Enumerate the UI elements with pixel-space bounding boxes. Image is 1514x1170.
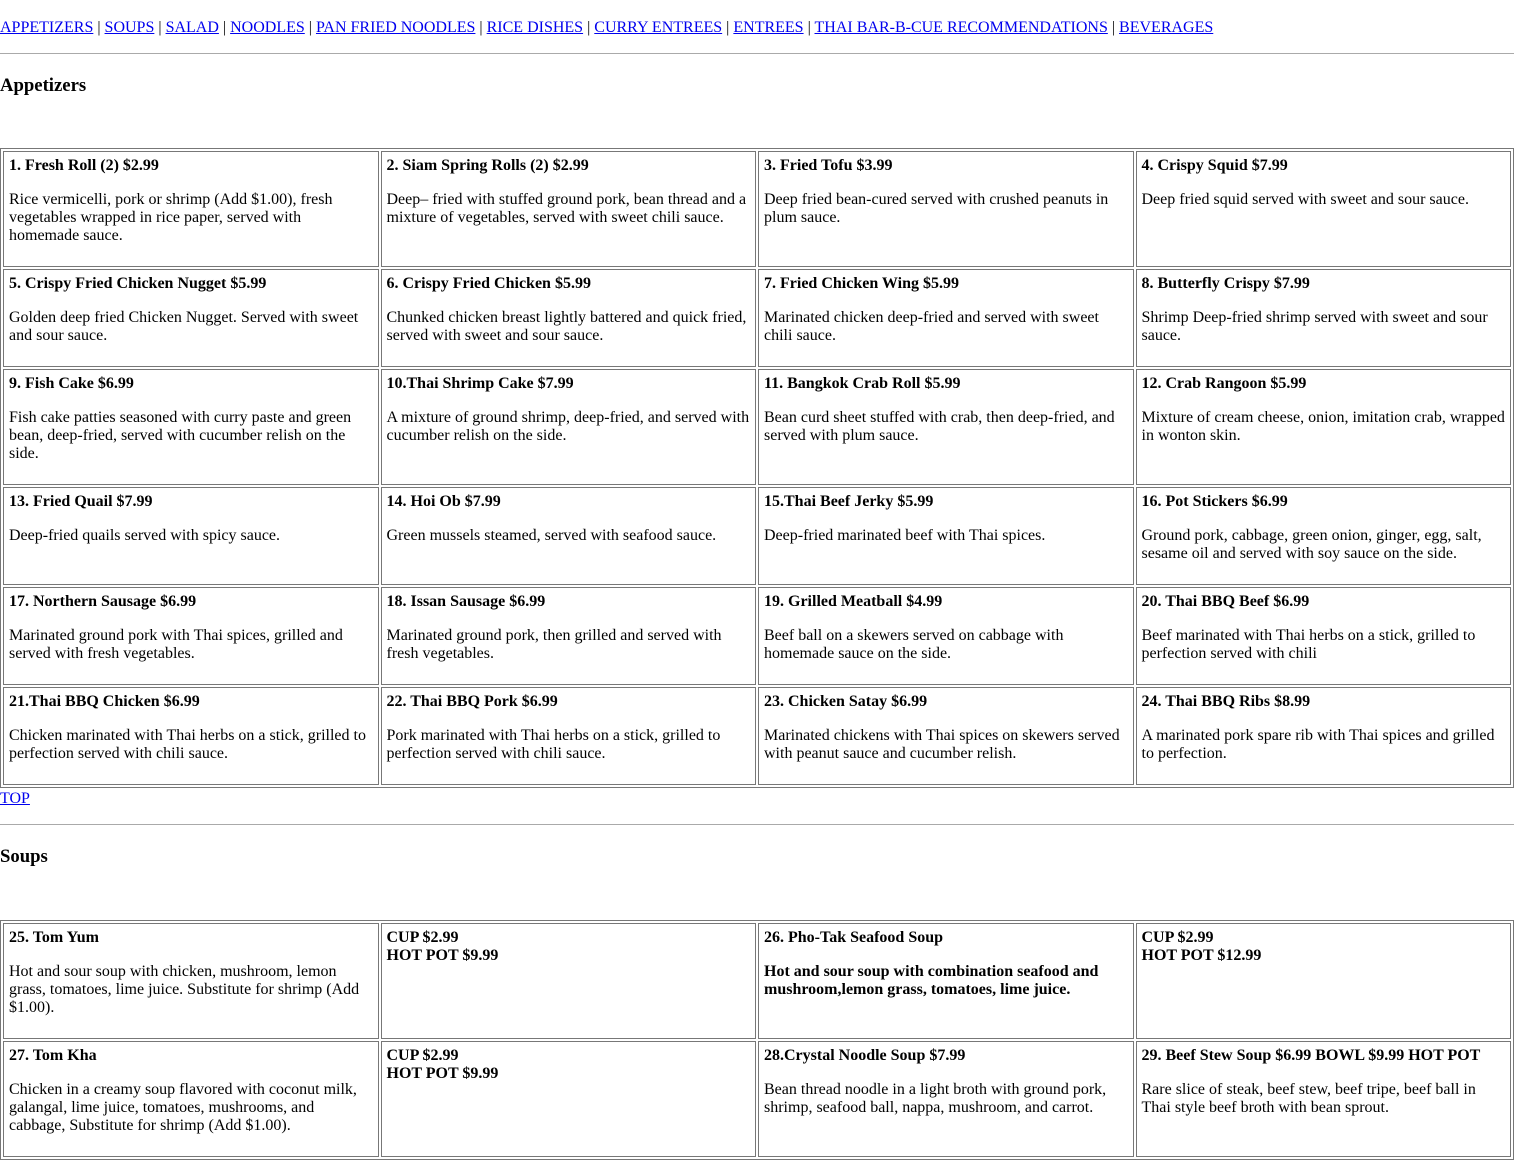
menu-item-cell [381,587,757,685]
table-row [3,687,1511,785]
table-row [3,587,1511,685]
menu-item-description: Marinated chickens with Thai spices on skewers served with peanut sauce and cucumber relish. [764,727,1120,762]
menu-item-description: Bean thread noodle in a light broth with ground pork, shrimp, seafood ball, nappa, mushroom, and carrot. [764,1081,1107,1116]
price-cup: CUP $2.99 [386,929,459,946]
menu-item-title: 10.Thai Shrimp Cake $7.99 [386,375,574,392]
menu-item-description: Shrimp Deep-fried shrimp served with sweet and sour sauce. [1141,309,1488,344]
menu-item-title: 1. Fresh Roll (2) $2.99 [9,157,159,174]
menu-item-description: Deep– fried with stuffed ground pork, bean thread and a mixture of vegetables, served with sweet chili sauce. [386,191,747,226]
menu-item-cell [3,587,379,685]
menu-item-cell [3,1041,379,1157]
menu-item-title: 23. Chicken Satay $6.99 [764,693,928,710]
menu-item-description: Rare slice of steak, beef stew, beef tripe, beef ball in Thai style beef broth with bean sprout. [1141,1081,1476,1116]
price-cell [1136,923,1512,1039]
menu-item-title: 19. Grilled Meatball $4.99 [764,593,943,610]
menu-item-cell [1136,1041,1512,1157]
divider [0,824,1514,825]
soups-table [0,920,1514,1160]
menu-item-title: 3. Fried Tofu $3.99 [764,157,893,174]
appetizers-table [0,148,1514,788]
menu-item-title: 15.Thai Beef Jerky $5.99 [764,493,934,510]
nav-link-rice-dishes[interactable]: RICE DISHES [486,19,584,36]
appetizers-heading: Appetizers [0,75,87,96]
menu-item-cell [1136,269,1512,367]
menu-item-title: 9. Fish Cake $6.99 [9,375,134,392]
table-row [3,1041,1511,1157]
top-link[interactable]: TOP [0,790,30,807]
menu-item-title: 24. Thai BBQ Ribs $8.99 [1141,693,1311,710]
menu-item-description: A marinated pork spare rib with Thai spices and grilled to perfection. [1141,727,1495,762]
menu-item-description: Hot and sour soup with combination seafood and mushroom,lemon grass, tomatoes, lime juice. [764,963,1099,998]
menu-item-title: 12. Crab Rangoon $5.99 [1141,375,1307,392]
menu-item-cell [1136,687,1512,785]
nav-link-appetizers[interactable]: APPETIZERS [0,19,94,36]
nav-link-entrees[interactable]: ENTREES [733,19,804,36]
nav-link-soups[interactable]: SOUPS [104,19,155,36]
menu-item-cell [3,487,379,585]
price-hot-pot: HOT POT $9.99 [386,947,499,964]
menu-item-title: 28.Crystal Noodle Soup $7.99 [764,1047,966,1064]
menu-item-title: 5. Crispy Fried Chicken Nugget $5.99 [9,275,267,292]
menu-item-description: Hot and sour soup with chicken, mushroom, lemon grass, tomatoes, lime juice. Substitute for shrimp (Add $1.00). [9,963,360,1016]
soups-heading: Soups [0,846,48,867]
menu-item-description: Bean curd sheet stuffed with crab, then deep-fried, and served with plum sauce. [764,409,1115,444]
menu-item-description: Green mussels steamed, served with seafood sauce. [386,527,717,544]
nav-link-curry-entrees[interactable]: CURRY ENTREES [594,19,723,36]
menu-item-description: Beef ball on a skewers served on cabbage with homemade sauce on the side. [764,627,1064,662]
menu-item-description: A mixture of ground shrimp, deep-fried, and served with cucumber relish on the side. [386,409,750,444]
menu-item-cell [758,687,1134,785]
table-row [3,923,1511,1039]
menu-item-title: 2. Siam Spring Rolls (2) $2.99 [386,157,589,174]
menu-item-description: Deep fried squid served with sweet and sour sauce. [1141,191,1469,208]
nav-link-noodles[interactable]: NOODLES [230,19,305,36]
menu-item-description: Mixture of cream cheese, onion, imitation crab, wrapped in wonton skin. [1141,409,1505,444]
menu-item-cell [758,269,1134,367]
menu-item-title: 4. Crispy Squid $7.99 [1141,157,1288,174]
price-hot-pot: HOT POT $12.99 [1141,947,1262,964]
menu-item-description: Deep-fried quails served with spicy sauce. [9,527,281,544]
table-row [3,269,1511,367]
menu-item-description: Ground pork, cabbage, green onion, ginger, egg, salt, sesame oil and served with soy sauce on the side. [1141,527,1482,562]
menu-item-cell [1136,369,1512,485]
menu-item-description: Beef marinated with Thai herbs on a stick, grilled to perfection served with chili [1141,627,1476,662]
menu-item-title: 29. Beef Stew Soup $6.99 BOWL $9.99 HOT POT [1141,1047,1481,1064]
menu-item-cell [758,1041,1134,1157]
menu-item-description: Chicken in a creamy soup flavored with coconut milk, galangal, lime juice, tomatoes, mushrooms, and cabbage, Substitute for shrimp (Add $1.00). [9,1081,357,1134]
menu-item-cell [758,923,1134,1039]
menu-item-title: 25. Tom Yum [9,929,99,946]
menu-item-cell [758,151,1134,267]
menu-item-cell [758,587,1134,685]
menu-item-description: Deep-fried marinated beef with Thai spices. [764,527,1046,544]
nav-link-beverages[interactable]: BEVERAGES [1119,19,1214,36]
price-cup: CUP $2.99 [1141,929,1214,946]
menu-item-title: 8. Butterfly Crispy $7.99 [1141,275,1310,292]
menu-item-title: 22. Thai BBQ Pork $6.99 [386,693,558,710]
menu-item-title: 18. Issan Sausage $6.99 [386,593,546,610]
menu-item-cell [3,151,379,267]
menu-item-description: Marinated chicken deep-fried and served with sweet chili sauce. [764,309,1099,344]
menu-item-description: Deep fried bean-cured served with crushed peanuts in plum sauce. [764,191,1109,226]
menu-item-cell [381,687,757,785]
divider [0,53,1514,54]
price-cup: CUP $2.99 [386,1047,459,1064]
menu-item-description: Rice vermicelli, pork or shrimp (Add $1.00), fresh vegetables wrapped in rice paper, served with homemade sauce. [9,191,333,244]
menu-item-title: 11. Bangkok Crab Roll $5.99 [764,375,961,392]
menu-item-cell [1136,487,1512,585]
menu-item-cell [758,487,1134,585]
menu-item-cell [381,269,757,367]
menu-item-title: 20. Thai BBQ Beef $6.99 [1141,593,1310,610]
category-nav: APPETIZERS | SOUPS | SALAD | NOODLES | PAN FRIED NOODLES | RICE DISHES | CURRY ENTREES | ENTREES | THAI BAR-B-CUE RECOMMENDATIONS | BEVERAGES [0,19,1214,36]
menu-item-title: 16. Pot Stickers $6.99 [1141,493,1288,510]
menu-item-description: Fish cake patties seasoned with curry paste and green bean, deep-fried, served with cucumber relish on the side. [9,409,352,462]
menu-item-description: Golden deep fried Chicken Nugget. Served with sweet and sour sauce. [9,309,359,344]
menu-item-cell [3,923,379,1039]
menu-item-title: 14. Hoi Ob $7.99 [386,493,501,510]
menu-item-description: Pork marinated with Thai herbs on a stick, grilled to perfection served with chili sauce. [386,727,721,762]
nav-link-thai-bbq-recommendations[interactable]: THAI BAR-B-CUE RECOMMENDATIONS [814,19,1108,36]
menu-item-title: 27. Tom Kha [9,1047,97,1064]
menu-item-cell [381,487,757,585]
menu-item-cell [1136,587,1512,685]
menu-item-title: 13. Fried Quail $7.99 [9,493,153,510]
menu-item-description: Marinated ground pork, then grilled and served with fresh vegetables. [386,627,722,662]
menu-item-title: 17. Northern Sausage $6.99 [9,593,197,610]
menu-item-cell [3,269,379,367]
menu-item-cell [381,369,757,485]
nav-link-salad[interactable]: SALAD [165,19,219,36]
table-row [3,369,1511,485]
menu-item-description: Marinated ground pork with Thai spices, grilled and served with fresh vegetables. [9,627,343,662]
menu-item-description: Chunked chicken breast lightly battered and quick fried, served with sweet and sour sauce. [386,309,747,344]
price-cell [381,923,757,1039]
price-cell [381,1041,757,1157]
menu-item-cell [3,687,379,785]
menu-item-cell [3,369,379,485]
table-row [3,487,1511,585]
menu-item-cell [758,369,1134,485]
menu-item-title: 21.Thai BBQ Chicken $6.99 [9,693,200,710]
menu-item-title: 6. Crispy Fried Chicken $5.99 [386,275,591,292]
menu-item-cell [1136,151,1512,267]
nav-link-pan-fried-noodles[interactable]: PAN FRIED NOODLES [315,19,476,36]
table-row [3,151,1511,267]
menu-item-title: 26. Pho-Tak Seafood Soup [764,929,944,946]
menu-item-title: 7. Fried Chicken Wing $5.99 [764,275,959,292]
price-hot-pot: HOT POT $9.99 [386,1065,499,1082]
menu-item-cell [381,151,757,267]
menu-item-description: Chicken marinated with Thai herbs on a stick, grilled to perfection served with chili sauce. [9,727,366,762]
